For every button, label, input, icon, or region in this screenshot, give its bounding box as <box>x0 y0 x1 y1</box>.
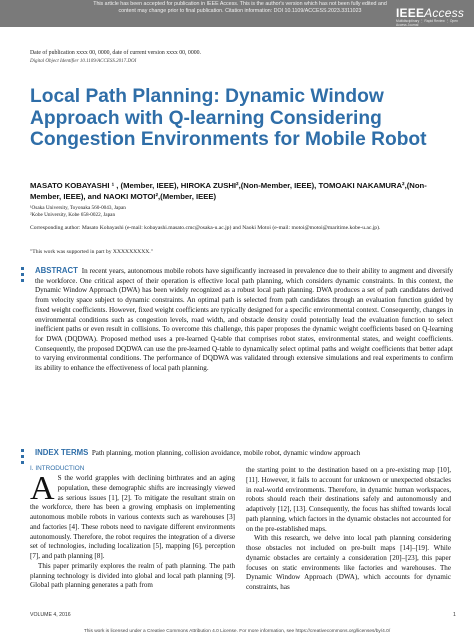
banner-notice <box>90 1 390 15</box>
author-list: MASATO KOBAYASHI ¹ , (Member, IEEE), HIROKA ZUSHI²,(Non-Member, IEEE), TOMOAKI NAKAMURA²,(Non-Member, IEEE), and NAOKI MOTOI²,(Member, IEEE) <box>30 181 427 201</box>
drop-cap: A <box>30 470 55 507</box>
logo-ieee: IEEE <box>396 6 425 20</box>
abstract-text: In recent years, autonomous mobile robots have significantly increased in prevalence due to their ability to augment and diversify the workforce. One critical aspect of their operation is effective local path planning, which considers dynamic constraints. In this context, the Dynamic Window Approach (DWA) has been widely recognized as a robust local path planning. DWA produces a set of path candidates derived from velocity space subject to dynamic constraints. An optimal path is selected from path candidates through an evaluation function guided by fixed weight coefficients. However, fixed weight coefficients are typically designed for a specific environmental context. Consequently, changes in environmental conditions such as congestion levels, road width, and obstacle density could potentially lead the evaluation function to select inefficient paths or even result in collisions. To overcome this challenge, this paper proposes the dynamic weight coefficients based on Q-learning for DWA (DQDWA). Proposed method uses a pre-learned Q-table that comprises robot states, environmental states, and weight coefficients. Consequently, the proposed DQDWA can use the pre-learned Q-table to dynamically select optimal paths and weight coefficients that better adapt to varying environmental conditions. The performance of DQDWA was validated through extensive simulations and real experiments to confirm its ability to enhance the effectiveness of local path planning. <box>35 267 454 373</box>
volume-label: VOLUME 4, 2016 <box>30 612 71 618</box>
license-notice[interactable]: This work is licensed under a Creative Commons Attribution 4.0 License. For more information, see https://creativecommons.org/licenses/by/4.0/ <box>83 629 391 634</box>
corresponding-author: Corresponding author: Masato Kobayashi (e-mail: kobayashi.masato.cmc@osaka-u.ac.jp) and Naoki Motoi (e-mail: motoi@motoi@maritime.kobe-u.ac.jp). <box>30 225 381 231</box>
doi-line: Digital Object Identifier 10.1109/ACCESS.2017.DOI <box>30 59 137 64</box>
index-terms-text: Path planning, motion planning, collision avoidance, mobile robot, dynamic window approach <box>91 449 361 457</box>
index-terms-marker-icon <box>21 449 27 467</box>
intro-paragraph-2: This paper primarily explores the realm of path planning. The path planning technology is divided into global and local path planning [9]. Global path planning generates a path from <box>30 561 235 590</box>
left-column <box>30 470 235 591</box>
index-terms-heading: INDEX TERMS <box>35 448 89 457</box>
abstract-marker-icon <box>21 267 27 285</box>
affiliation-1: ¹Osaka University, Toyonaka 560-0043, Japan <box>30 205 126 211</box>
publication-dates: Date of publication xxxx 00, 0000, date of current version xxxx 00, 0000. <box>30 50 201 56</box>
logo-access: Access <box>424 6 465 20</box>
abstract-block <box>35 266 453 374</box>
banner-line-2: content may change prior to final publication. Citation information: DOI 10.1109/ACCESS.2023.3311023 <box>118 8 362 14</box>
intro-paragraph-4: With this research, we delve into local path planning considering those obstacles not included on pre-built maps [14]–[19]. While dynamic obstacles are certainly a consideration [20]–[23], this paper focuses on static environments like factories and warehouses. The Dynamic Window Approach (DWA), which accounts for dynamic constraints, has <box>246 534 451 591</box>
affiliations <box>30 205 450 218</box>
logo-tagline: Multidisciplinary ⋮ Rapid Review ⋮ Open Access Journal <box>396 19 458 27</box>
section-heading-introduction: I. INTRODUCTION <box>30 465 85 472</box>
intro-paragraph-3: the starting point to the destination based on a pre-existing map [10], [11]. However, it fails to account for unknown or unexpected obstacles in real-world environments. Therefore, in dynamic human workspaces, robots should reach their destinations safely and autonomously and adaptively [12], [13]. Consequently, the focus has shifted towards local path planning, which factors in the dynamic obstacles not accounted for on the pre-established maps. <box>246 466 451 533</box>
abstract-heading: ABSTRACT <box>35 266 78 275</box>
funding-note: "This work was supported in part by XXXXXXXXX." <box>30 249 153 255</box>
journal-logo[interactable] <box>396 6 468 28</box>
paper-title: Local Path Planning: Dynamic Window Approach with Q-learning Considering Congestion Environments for Mobile Robot <box>30 86 427 150</box>
affiliation-2: ²Kobe University, Kobe 658-0022, Japan <box>30 211 116 218</box>
index-terms-block <box>35 448 453 459</box>
page-number: 1 <box>453 612 456 618</box>
right-column <box>246 466 451 593</box>
intro-paragraph-1-text: S the world grapples with declining birthrates and an aging population, these demographic shifts are increasingly viewed as serious issues [1], [2]. To mitigate the resultant strain on the workforce, there has been a growing emphasis on implementing autonomous mobile robots in various contexts such as warehouses [3] and factories [4]. These robots need to navigate different environments autonomously. Therefore, the robot requires the integration of a diverse set of technologies, including localization [5], mapping [6], perception [7], and path planning [8]. <box>30 474 235 560</box>
intro-paragraph-1 <box>30 470 235 562</box>
banner-line-1: This article has been accepted for publication in IEEE Access. This is the author's version which has not been fully edited and <box>93 1 387 7</box>
